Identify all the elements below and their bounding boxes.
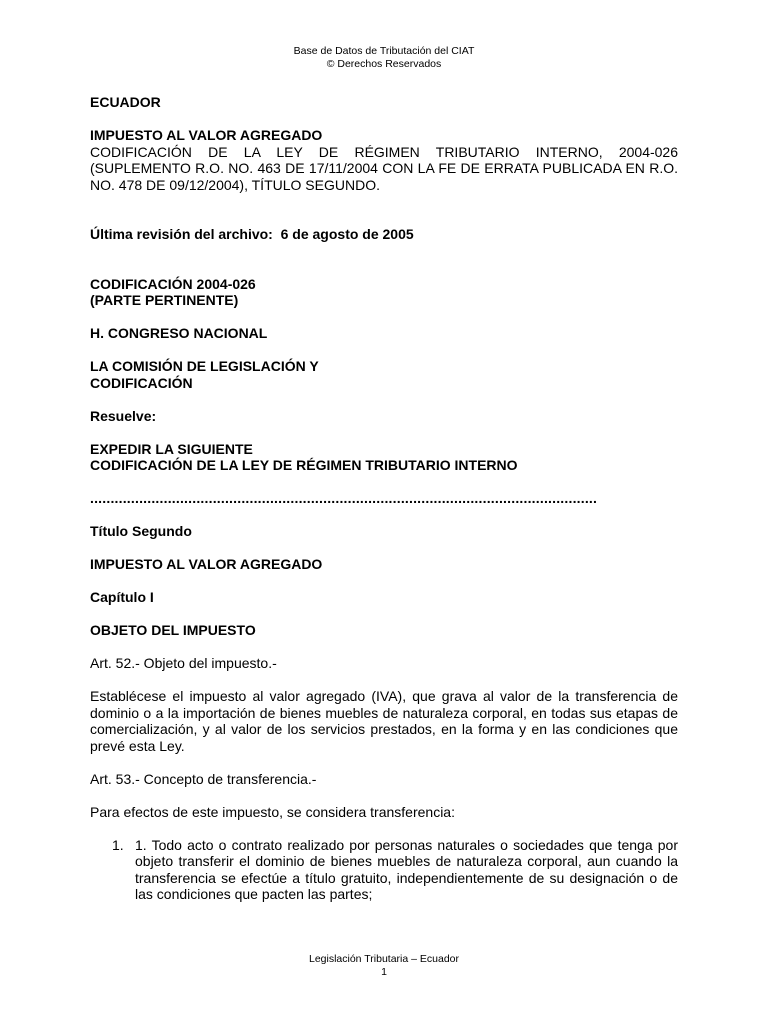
header-rights: © Derechos Reservados (326, 58, 442, 70)
issue-line-2: CODIFICACIÓN DE LA LEY DE RÉGIMEN TRIBUTARIO INTERNO (90, 457, 518, 473)
separator-dots: ............................................................................................................................ (90, 490, 598, 506)
document-body (90, 94, 678, 903)
footer-title: Legislación Tributaria – Ecuador (308, 953, 459, 965)
list-item-number: 1. (112, 836, 124, 853)
resolves-label: Resuelve: (90, 407, 157, 424)
chapter-label: Capítulo I (90, 589, 154, 605)
codification-number: CODIFICACIÓN 2004-026 (90, 275, 256, 292)
issue-line-1: EXPEDIR LA SIGUIENTE (90, 440, 253, 457)
title-label: Título Segundo (90, 523, 192, 539)
commission-line-1: LA COMISIÓN DE LEGISLACIÓN Y (90, 358, 319, 374)
title-name: IMPUESTO AL VALOR AGREGADO (90, 556, 323, 572)
codification-part: (PARTE PERTINENTE) (90, 292, 239, 308)
last-revision: Última revisión del archivo: 6 de agosto de 2005 (90, 226, 414, 242)
commission-line-2: CODIFICACIÓN (90, 374, 193, 391)
art52-text: Establécese el impuesto al valor agregado (IVA), que grava al valor de la transferencia de dominio o a la importación de bienes muebles de naturaleza corporal, en todas sus etapas de comercialización, y al valor de los servicios prestados, en la forma y en las condiciones que prevé esta Ley. (90, 688, 678, 754)
country-heading: ECUADOR (90, 94, 161, 110)
art53-heading: Art. 53.- Concepto de transferencia.- (90, 770, 317, 787)
art52-heading: Art. 52.- Objeto del impuesto.- (90, 655, 277, 671)
chapter-name: OBJETO DEL IMPUESTO (90, 622, 256, 638)
list-item-text: 1. Todo acto o contrato realizado por personas naturales o sociedades que tenga por objeto transferir el dominio de bienes muebles de naturaleza corporal, aun cuando la transferencia se efectúe a título gratuito, independientemente de su designación o de las condiciones que pacten las partes; (135, 836, 678, 902)
header-source: Base de Datos de Tributación del CIAT (293, 45, 475, 57)
congress-heading: H. CONGRESO NACIONAL (90, 325, 268, 341)
page-header (0, 45, 768, 71)
page-footer (0, 953, 768, 979)
art53-intro: Para efectos de este impuesto, se considera transferencia: (90, 803, 455, 820)
page-number: 1 (381, 966, 387, 978)
codification-text: CODIFICACIÓN DE LA LEY DE RÉGIMEN TRIBUTARIO INTERNO, 2004-026 (SUPLEMENTO R.O. NO. 463 DE 17/11/2004 CON LA FE DE ERRATA PUBLICADA EN R.O. NO. 478 DE 09/12/2004), TÍTULO SEGUNDO. (90, 143, 678, 193)
tax-title: IMPUESTO AL VALOR AGREGADO (90, 127, 323, 143)
list-item (90, 837, 678, 903)
